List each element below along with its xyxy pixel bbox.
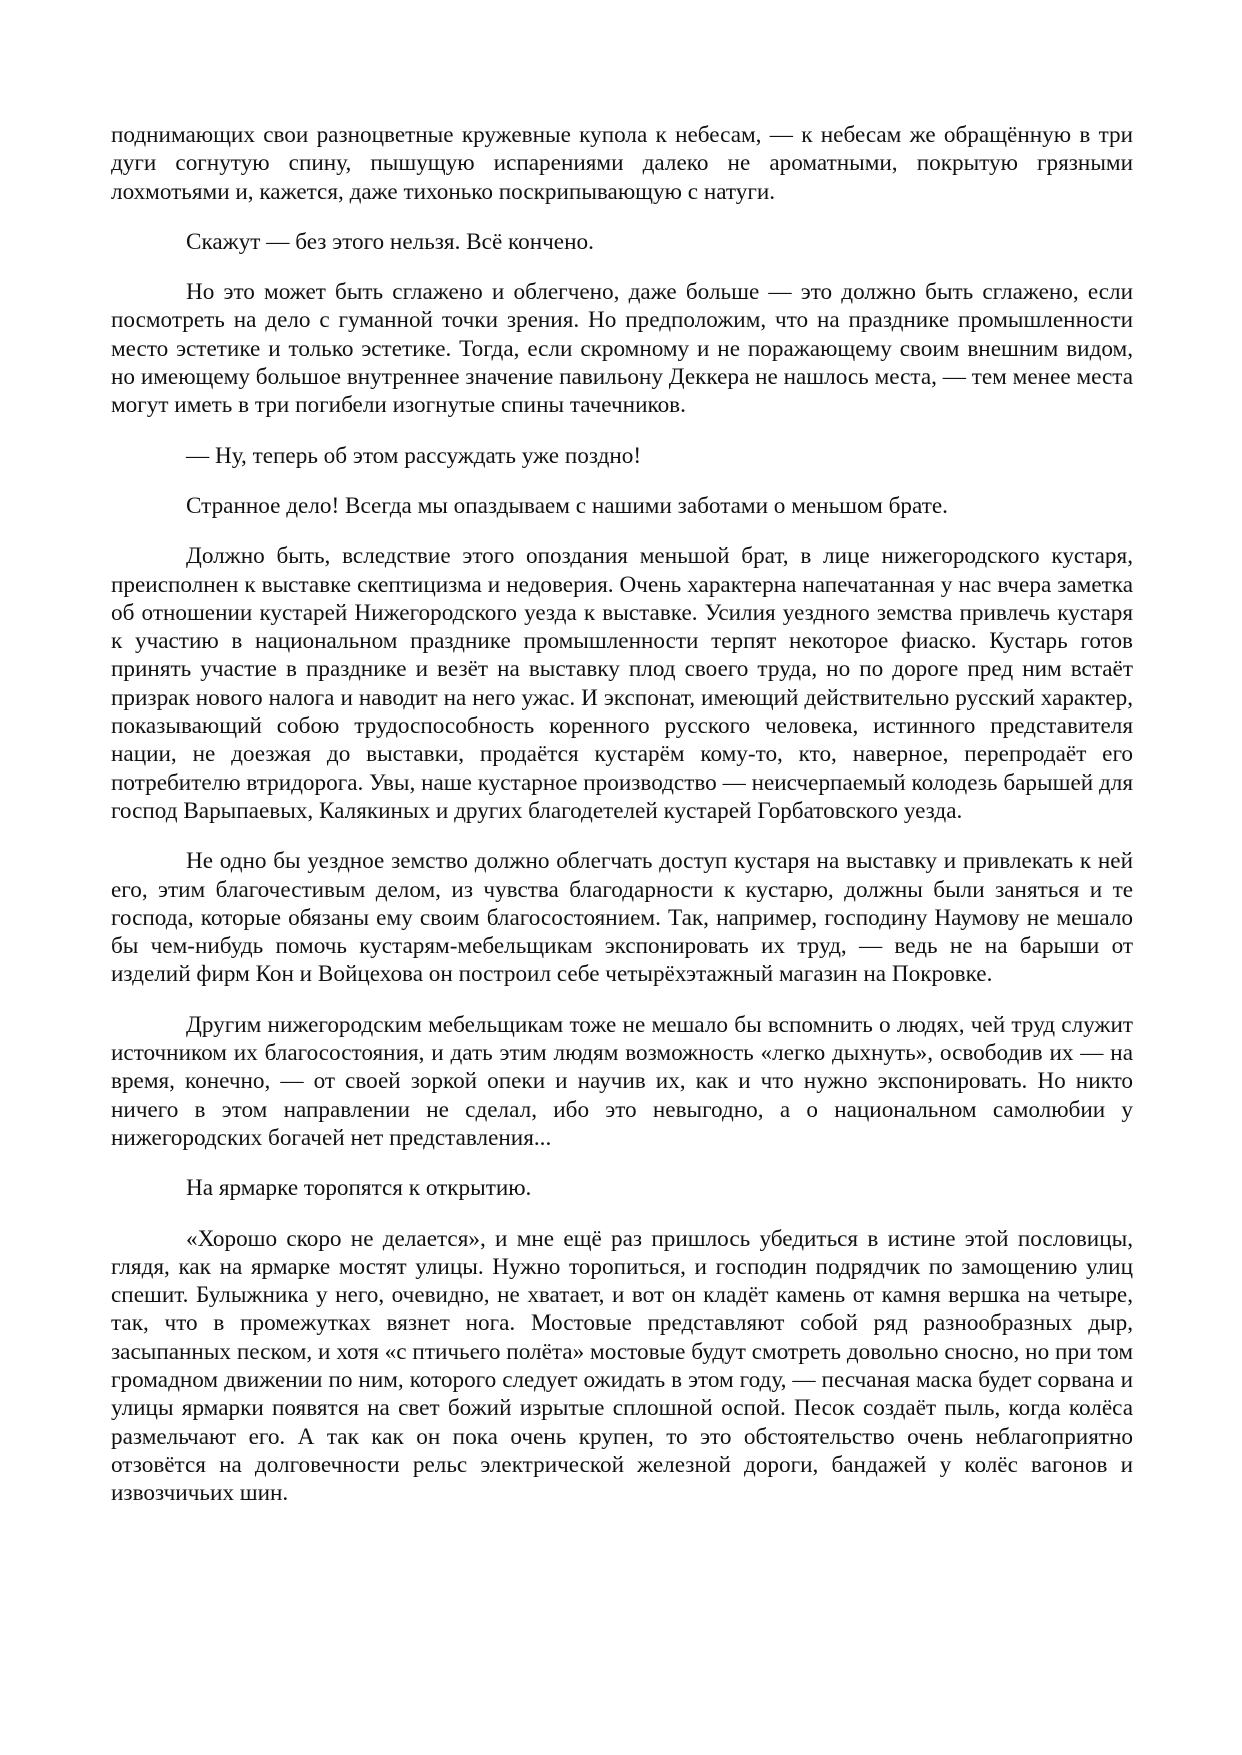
paragraph-continuation: поднимающих свои разноцветные кружевные купола к небесам, — к небесам же обращённую в три дуги согнутую спину, пышущую испарениями далеко не ароматными, покрытую грязными лохмотьями и, кажется, даже тихонько поскрипывающую с натуги. <box>111 122 1133 205</box>
paragraph: Скажут — без этого нельзя. Всё кончено. <box>186 228 594 255</box>
paragraph: «Хорошо скоро не делается», и мне ещё раз пришлось убедиться в истине этой пословицы, глядя, как на ярмарке мостят улицы. Нужно торопиться, и господин подрядчик по замощению улиц спешит. Булыжника у него, очевидно, не хватает, и вот он кладёт камень от камня вершка на четыре, так, что в промежутках вязнет нога. Мостовые представляют собой ряд разнообразных дыр, засыпанных песком, и хотя «с птичьего полёта» мостовые будут смотреть довольно сносно, но при том громадном движении по ним, которого следует ожидать в этом году, — песчаная маска будет сорвана и улицы ярмарки появятся на свет божий изрытые сплошной оспой. Песок создаёт пыль, когда колёса размельчают его. А так как он пока очень крупен, то это обстоятельство очень неблагоприятно отзовётся на долговечности рельс электрической железной дороги, бандажей у колёс вагонов и извозчичьих шин. <box>111 1225 1133 1507</box>
paragraph: На ярмарке торопятся к открытию. <box>186 1175 532 1202</box>
paragraph: Но это может быть сглажено и облегчено, даже больше — это должно быть сглажено, если посмотреть на дело с гуманной точки зрения. Но предположим, что на празднике промышленности место эстетике и только эстетике. Тогда, если скромному и не поражающему своим внешним видом, но имеющему большое внутреннее значение павильону Деккера не нашлось места, — тем менее места могут иметь в три погибели изогнутые спины тачечников. <box>111 279 1133 419</box>
paragraph: Странное дело! Всегда мы опаздываем с нашими заботами о меньшом брате. <box>186 492 948 519</box>
document-page <box>111 121 1133 1529</box>
paragraph: Другим нижегородским мебельщикам тоже не мешало бы вспомнить о людях, чей труд служит источником их благосостояния, и дать этим людям возможность «легко дыхнуть», освободив их — на время, конечно, — от своей зоркой опеки и научив их, как и что нужно экспонировать. Но никто ничего в этом направлении не сделал, ибо это невыгодно, а о национальном самолюбии у нижегородских богачей нет представления... <box>111 1011 1133 1151</box>
paragraph: Должно быть, вследствие этого опоздания меньшой брат, в лице нижегородского кустаря, преисполнен к выставке скептицизма и недоверия. Очень характерна напечатанная у нас вчера заметка об отношении кустарей Нижегородского уезда к выставке. Усилия уездного земства привлечь кустаря к участию в национальном празднике промышленности терпят некоторое фиаско. Кустарь готов принять участие в празднике и везёт на выставку плод своего труда, но по дороге пред ним встаёт призрак нового налога и наводит на него ужас. И экспонат, имеющий действительно русский характер, показывающий собою трудоспособность коренного русского человека, истинного представителя нации, не доезжая до выставки, продаётся кустарём кому-то, кто, наверное, перепродаёт его потребителю втридорога. Увы, наше кустарное производство — неисчерпаемый колодезь барышей для господ Варыпаевых, Калякиных и других благодетелей кустарей Горбатовского уезда. <box>111 543 1133 824</box>
paragraph: — Ну, теперь об этом рассуждать уже поздно! <box>186 442 642 469</box>
paragraph: Не одно бы уездное земство должно облегчать доступ кустаря на выставку и привлекать к ней его, этим благочестивым делом, из чувства благодарности к кустарю, должны были заняться и те господа, которые обязаны ему своим благосостоянием. Так, например, господину Наумову не мешало бы чем-нибудь помочь кустарям-мебельщикам экспонировать их труд, — ведь не на барыши от изделий фирм Кон и Войцехова он построил себе четырёхэтажный магазин на Покровке. <box>111 848 1133 988</box>
